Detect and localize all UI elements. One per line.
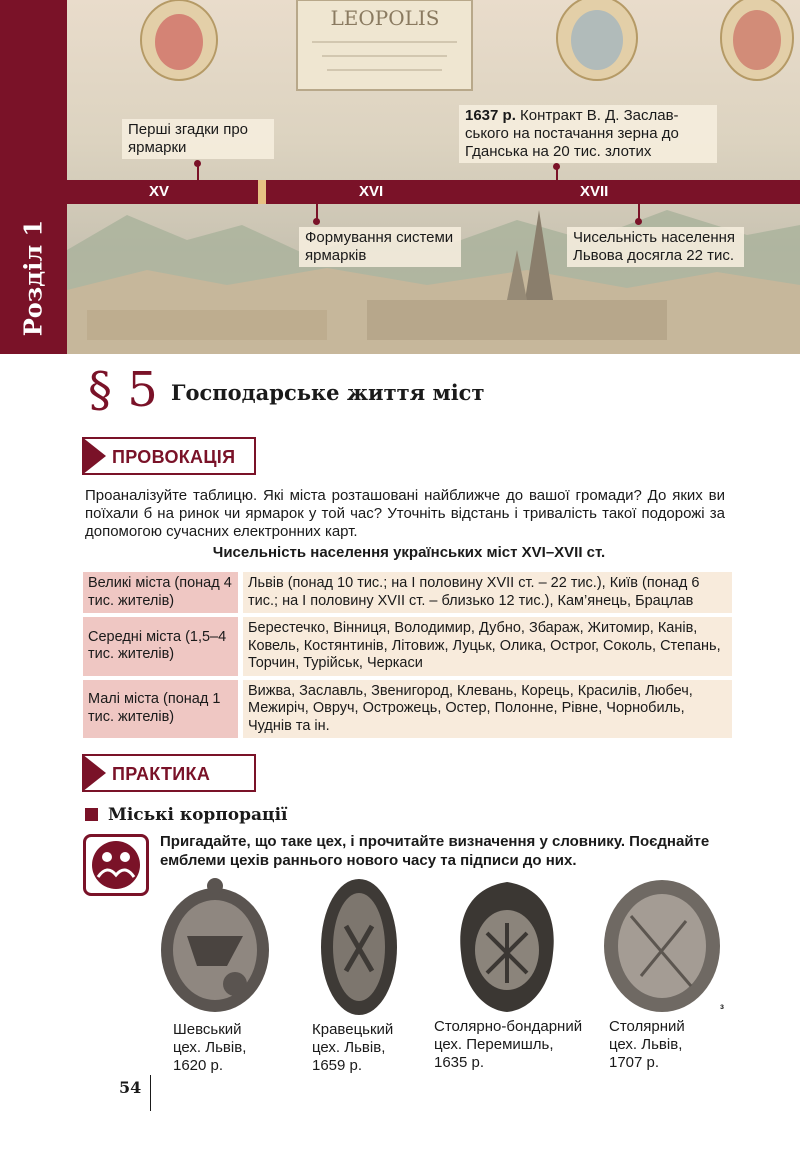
historical-map-illustration: [67, 0, 800, 354]
caption-line: 1707 р.: [609, 1054, 660, 1071]
population-table: [83, 568, 732, 742]
timeline-connector: [197, 163, 199, 180]
century-divider: [258, 180, 266, 204]
subsection-title-text: Міські корпорації: [108, 805, 288, 825]
timeline-marker: [635, 218, 642, 225]
tailors-guild-emblem-image: [318, 876, 400, 1018]
paragraph-sign: § 5: [88, 362, 158, 418]
caption-line: 1635 р.: [434, 1054, 485, 1071]
timeline-event-fairs-first-mention: Перші згадки про ярмарки: [122, 119, 274, 159]
timeline-event-contract: [459, 105, 717, 163]
square-bullet-icon: [85, 808, 98, 821]
page-number-divider: [150, 1075, 151, 1111]
timeline-connector: [556, 166, 558, 180]
practice-heading-label: ПРАКТИКА: [112, 764, 211, 784]
table-row: [83, 572, 732, 613]
table-row: [83, 680, 732, 739]
caption-line: Кравецький: [312, 1021, 394, 1038]
caption-line: 1659 р.: [312, 1057, 363, 1074]
arrow-icon: [82, 754, 106, 792]
map-drawing: [67, 0, 800, 354]
century-xvii: XVII: [580, 183, 609, 200]
event-year: 1637 р.: [465, 107, 516, 124]
event-text: Контракт В. Д. Заслав-ського на постачання зерна до Гданська на 20 тис. злотих: [465, 107, 679, 160]
emblem-caption: [434, 1018, 582, 1072]
timeline-bar: [67, 180, 800, 204]
table-title: Чисельність населення українських міст XVI–XVII ст.: [212, 544, 606, 561]
chapter-label: Розділ 1: [18, 219, 48, 337]
emblem-caption: [312, 1021, 393, 1075]
shoemakers-guild-emblem-image: [157, 876, 273, 1018]
city-list: Вижва, Заславль, Звенигород, Клевань, Корець, Красилів, Любеч, Межиріч, Овруч, Острожець, Остер, Полонне, Рівне, Чорнобиль, Чуднів та ін.: [243, 680, 732, 739]
caption-line: Столярний: [609, 1018, 685, 1035]
century-xv: XV: [149, 183, 170, 200]
timeline-event-fair-system: Формування системи ярмарків: [299, 227, 461, 267]
joiners-guild-emblem-image: [601, 876, 723, 1016]
practice-heading: [82, 754, 256, 792]
page-title: Господарське життя міст: [171, 380, 485, 405]
caption-line: 1620 р.: [173, 1057, 224, 1074]
caption-line: цех. Львів,: [312, 1039, 386, 1056]
chapter-side-tab: [0, 0, 67, 354]
century-xvi: XVI: [359, 183, 384, 200]
emblem-caption: [173, 1021, 246, 1075]
city-category: Середні міста (1,5–4 тис. жителів): [83, 617, 243, 676]
caption-line: Шевський: [173, 1021, 242, 1038]
page-number: 54: [119, 1078, 142, 1097]
figure-mark: з: [720, 1002, 724, 1011]
task-instruction: Пригадайте, що таке цех, і прочитайте визначення у словнику. Поєднайте емблеми цехів раннього нового часу та підписи до них.: [160, 833, 710, 869]
caption-line: цех. Львів,: [173, 1039, 247, 1056]
caption-line: цех. Львів,: [609, 1036, 683, 1053]
joiners-coopers-guild-emblem-image: [455, 878, 560, 1016]
city-list: Львів (понад 10 тис.; на І половину XVII ст. – 22 тис.), Київ (понад 6 тис.; на І половину XVII ст. – близько 12 тис.), Кам’янець, Брацлав: [243, 572, 732, 613]
caption-line: цех. Перемишль,: [434, 1036, 554, 1053]
provocation-heading: [82, 437, 256, 475]
table-row: [83, 617, 732, 676]
map-title-text: LEOPOLIS: [330, 6, 440, 30]
city-category: Малі міста (понад 1 тис. жителів): [83, 680, 243, 739]
provocation-heading-label: ПРОВОКАЦІЯ: [112, 447, 236, 467]
timeline-event-lviv-population: Чисельність населення Львова досягла 22 тис.: [567, 227, 744, 267]
timeline-marker: [313, 218, 320, 225]
arrow-icon: [82, 437, 106, 475]
city-category: Великі міста (понад 4 тис. жителів): [83, 572, 243, 613]
group-work-icon: [83, 834, 149, 896]
caption-line: Столярно-бондарний: [434, 1018, 583, 1035]
emblem-caption: [609, 1018, 685, 1072]
subsection-title: [85, 805, 287, 825]
provocation-text: Проаналізуйте таблицю. Які міста розташовані найближче до вашої громади? До яких ви поїхали б на ринок чи ярмарок у той час? Уточніть відстань і тривалість такої подорожі за допомогою сучасних електронних карт.: [85, 487, 725, 540]
city-list: Берестечко, Вінниця, Володимир, Дубно, Збараж, Житомир, Канів, Ковель, Костянтинів, Літовиж, Луцьк, Олика, Острог, Сокoль, Степань, Торчин, Турійськ, Черкаси: [243, 617, 732, 676]
